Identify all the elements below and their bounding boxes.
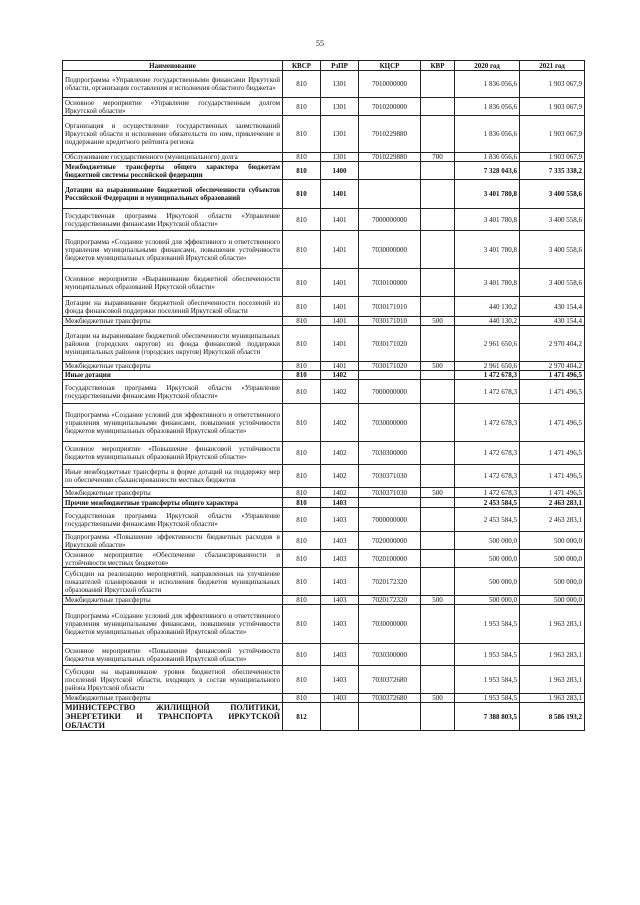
table-row (63, 180, 585, 209)
row-kvr (421, 442, 455, 465)
row-kcsr: 7030000000 (359, 605, 421, 644)
row-kvsr: 810 (283, 116, 321, 153)
row-value-2020: 1 472 678,3 (455, 465, 520, 488)
table-row (63, 550, 585, 568)
row-name: Обслуживание государственного (муниципального) долга (63, 153, 283, 162)
row-rzpr: 1403 (321, 550, 359, 568)
header-2020: 2020 год (455, 61, 520, 71)
row-name: Межбюджетные трансферты (63, 596, 283, 605)
row-kcsr (359, 371, 421, 380)
row-kvsr: 810 (283, 380, 321, 404)
row-value-2021: 430 154,4 (520, 317, 585, 326)
row-value-2021: 1 903 067,9 (520, 98, 585, 116)
row-name: Субсидии на выравнивание уровня бюджетной обеспеченности поселений Иркутской области, входящих в состав муниципального района Иркутской области (63, 666, 283, 694)
row-kvsr: 810 (283, 666, 321, 694)
row-value-2021: 1 963 283,1 (520, 644, 585, 666)
header-2021: 2021 год (520, 61, 585, 71)
row-rzpr: 1301 (321, 116, 359, 153)
row-kvsr: 812 (283, 703, 321, 731)
row-kvr (421, 508, 455, 532)
row-kvsr: 810 (283, 644, 321, 666)
row-rzpr: 1403 (321, 596, 359, 605)
row-kvsr: 810 (283, 442, 321, 465)
row-value-2021: 1 903 067,9 (520, 116, 585, 153)
table-row (63, 326, 585, 362)
row-kvsr: 810 (283, 180, 321, 209)
row-value-2021: 1 471 496,5 (520, 488, 585, 498)
table-body (63, 71, 585, 731)
row-kvr (421, 180, 455, 209)
row-value-2021: 1 471 496,5 (520, 371, 585, 380)
row-value-2020: 1 953 584,5 (455, 644, 520, 666)
row-kvsr: 810 (283, 362, 321, 371)
header-kvr: КВР (421, 61, 455, 71)
row-kcsr: 7030371030 (359, 488, 421, 498)
row-rzpr: 1401 (321, 180, 359, 209)
row-value-2020: 7 388 803,5 (455, 703, 520, 731)
row-value-2020: 1 953 584,5 (455, 666, 520, 694)
row-name: Государственная программа Иркутской области «Управление государственными финансами Иркутской области» (63, 209, 283, 231)
table-row (63, 498, 585, 508)
row-name: Подпрограмма «Создание условий для эффективного и ответственного управления муниципальными финансами, повышения устойчивости бюджетов муниципальных образований Иркутской области» (63, 404, 283, 442)
row-value-2021: 500 000,0 (520, 596, 585, 605)
row-rzpr: 1301 (321, 71, 359, 98)
row-rzpr: 1402 (321, 465, 359, 488)
row-name: Подпрограмма «Повышение эффективности бюджетных расходов в Иркутской области» (63, 532, 283, 550)
row-value-2020: 440 130,2 (455, 317, 520, 326)
table-row (63, 605, 585, 644)
row-value-2020: 1 472 678,3 (455, 380, 520, 404)
row-value-2020: 3 401 780,8 (455, 209, 520, 231)
table-header-row (63, 61, 585, 71)
row-kvsr: 810 (283, 162, 321, 180)
row-value-2021: 3 400 558,6 (520, 180, 585, 209)
row-value-2021: 430 154,4 (520, 297, 585, 317)
row-kvr (421, 231, 455, 269)
row-value-2020: 3 401 780,8 (455, 180, 520, 209)
row-kvsr: 810 (283, 297, 321, 317)
row-kcsr: 7030171010 (359, 297, 421, 317)
table-row (63, 568, 585, 596)
row-kvr (421, 498, 455, 508)
table-row (63, 371, 585, 380)
row-kvr (421, 326, 455, 362)
row-rzpr: 1401 (321, 269, 359, 297)
row-rzpr: 1401 (321, 326, 359, 362)
row-kvr (421, 532, 455, 550)
row-kcsr: 7020172320 (359, 568, 421, 596)
table-row (63, 508, 585, 532)
row-kcsr: 7000000000 (359, 508, 421, 532)
row-kvr (421, 116, 455, 153)
row-kvsr: 810 (283, 269, 321, 297)
row-name: МИНИСТЕРСТВО ЖИЛИЩНОЙ ПОЛИТИКИ, ЭНЕРГЕТИКИ И ТРАНСПОРТА ИРКУТСКОЙ ОБЛАСТИ (63, 703, 283, 731)
row-kvsr: 810 (283, 153, 321, 162)
row-name: Основное мероприятие «Выравнивание бюджетной обеспеченности муниципальных образований Иркутской области» (63, 269, 283, 297)
row-rzpr: 1402 (321, 442, 359, 465)
row-kcsr: 7030372680 (359, 694, 421, 703)
row-kvr (421, 666, 455, 694)
row-value-2021: 2 463 283,1 (520, 508, 585, 532)
row-name: Иные межбюджетные трансферты в форме дотаций на поддержку мер по обеспечению сбалансированности местных бюджетов (63, 465, 283, 488)
table-row (63, 644, 585, 666)
row-value-2020: 1 836 056,6 (455, 153, 520, 162)
row-value-2021: 3 400 558,6 (520, 209, 585, 231)
row-value-2020: 7 328 043,6 (455, 162, 520, 180)
row-name: Государственная программа Иркутской области «Управление государственными финансами Иркутской области» (63, 508, 283, 532)
row-rzpr: 1401 (321, 297, 359, 317)
row-kvr (421, 380, 455, 404)
budget-table (62, 60, 585, 731)
row-kvr (421, 465, 455, 488)
row-kvsr: 810 (283, 404, 321, 442)
row-kvsr: 810 (283, 465, 321, 488)
row-kcsr: 7030300000 (359, 442, 421, 465)
row-rzpr: 1402 (321, 371, 359, 380)
row-value-2021: 1 471 496,5 (520, 442, 585, 465)
row-kcsr: 7010229880 (359, 116, 421, 153)
row-value-2021: 500 000,0 (520, 532, 585, 550)
row-kvr (421, 269, 455, 297)
row-value-2020: 2 453 584,5 (455, 498, 520, 508)
row-value-2021: 8 586 193,2 (520, 703, 585, 731)
row-name: Организация и осуществление государственных заимствований Иркутской области и исполнение обязательств по ним, привлечение и поддержание кредитного рейтинга региона (63, 116, 283, 153)
row-value-2021: 500 000,0 (520, 550, 585, 568)
table-row (63, 694, 585, 703)
row-name: Дотации на выравнивание бюджетной обеспеченности поселений из фонда финансовой поддержки поселений Иркутской области (63, 297, 283, 317)
row-value-2021: 1 903 067,9 (520, 71, 585, 98)
row-kvsr: 810 (283, 508, 321, 532)
row-kvr (421, 297, 455, 317)
row-value-2020: 500 000,0 (455, 568, 520, 596)
row-value-2021: 1 471 496,5 (520, 380, 585, 404)
table-row (63, 269, 585, 297)
row-name: Дотации на выравнивание бюджетной обеспеченности муниципальных районов (городских округов) из фонда финансовой поддержки муниципальных районов (городских округов) Иркутской области (63, 326, 283, 362)
row-rzpr: 1401 (321, 362, 359, 371)
row-value-2020: 2 453 584,5 (455, 508, 520, 532)
row-kvr: 500 (421, 694, 455, 703)
row-kvr (421, 71, 455, 98)
row-rzpr: 1301 (321, 153, 359, 162)
row-kcsr (359, 180, 421, 209)
row-kcsr: 7030171010 (359, 317, 421, 326)
row-name: Государственная программа Иркутской области «Управление государственными финансами Иркутской области» (63, 380, 283, 404)
table-row (63, 465, 585, 488)
row-value-2020: 2 961 650,6 (455, 362, 520, 371)
row-value-2021: 1 903 067,9 (520, 153, 585, 162)
row-value-2020: 1 836 056,6 (455, 98, 520, 116)
row-value-2020: 1 472 678,3 (455, 442, 520, 465)
row-kvr (421, 550, 455, 568)
row-rzpr: 1400 (321, 162, 359, 180)
table-row (63, 153, 585, 162)
row-kcsr: 7030171020 (359, 362, 421, 371)
row-name: Межбюджетные трансферты (63, 362, 283, 371)
table-row (63, 596, 585, 605)
row-value-2020: 3 401 780,8 (455, 231, 520, 269)
row-name: Подпрограмма «Управление государственными финансами Иркутской области, организация составления и исполнения областного бюджета» (63, 71, 283, 98)
row-kvr (421, 703, 455, 731)
row-name: Межбюджетные трансферты (63, 317, 283, 326)
table-row (63, 488, 585, 498)
row-kcsr: 7010000000 (359, 71, 421, 98)
row-rzpr: 1403 (321, 532, 359, 550)
row-kvsr: 810 (283, 694, 321, 703)
row-kvr (421, 568, 455, 596)
row-name: Прочие межбюджетные трансферты общего характера (63, 498, 283, 508)
row-value-2020: 3 401 780,8 (455, 269, 520, 297)
table-row (63, 380, 585, 404)
row-kvr (421, 644, 455, 666)
row-kcsr: 7000000000 (359, 380, 421, 404)
row-kcsr: 7030372680 (359, 666, 421, 694)
row-kcsr: 7010229880 (359, 153, 421, 162)
header-rzpr: РзПР (321, 61, 359, 71)
row-rzpr: 1403 (321, 694, 359, 703)
row-value-2021: 2 970 404,2 (520, 362, 585, 371)
row-value-2020: 440 130,2 (455, 297, 520, 317)
table-row (63, 98, 585, 116)
row-value-2021: 500 000,0 (520, 568, 585, 596)
row-kvsr: 810 (283, 550, 321, 568)
row-kvr (421, 98, 455, 116)
row-rzpr: 1403 (321, 666, 359, 694)
row-kvsr: 810 (283, 317, 321, 326)
row-value-2021: 3 400 558,6 (520, 269, 585, 297)
table-row (63, 703, 585, 731)
page-number: 55 (316, 39, 324, 48)
row-name: Подпрограмма «Создание условий для эффективного и ответственного управления муниципальными финансами, повышения устойчивости бюджетов муниципальных образований Иркутской области» (63, 231, 283, 269)
table-row (63, 362, 585, 371)
row-name: Межбюджетные трансферты (63, 694, 283, 703)
row-kvr: 700 (421, 153, 455, 162)
table-row (63, 317, 585, 326)
row-kcsr: 7030300000 (359, 644, 421, 666)
row-kvr: 500 (421, 317, 455, 326)
row-kvr (421, 371, 455, 380)
row-kcsr: 7030000000 (359, 404, 421, 442)
row-value-2020: 1 836 056,6 (455, 71, 520, 98)
row-kcsr: 7020172320 (359, 596, 421, 605)
table-row (63, 666, 585, 694)
row-kvsr: 810 (283, 532, 321, 550)
row-kvsr: 810 (283, 326, 321, 362)
row-value-2020: 500 000,0 (455, 550, 520, 568)
row-kvsr: 810 (283, 71, 321, 98)
row-kvsr: 810 (283, 209, 321, 231)
table-row (63, 209, 585, 231)
row-value-2021: 3 400 558,6 (520, 231, 585, 269)
row-kcsr: 7030100000 (359, 269, 421, 297)
table-row (63, 297, 585, 317)
row-name: Основное мероприятие «Обеспечение сбалансированности и устойчивости местных бюджетов» (63, 550, 283, 568)
row-rzpr: 1403 (321, 644, 359, 666)
table-row (63, 404, 585, 442)
row-value-2021: 2 970 404,2 (520, 326, 585, 362)
row-kcsr: 7030171020 (359, 326, 421, 362)
row-value-2020: 1 836 056,6 (455, 116, 520, 153)
table-row (63, 442, 585, 465)
header-name: Наименование (63, 61, 283, 71)
row-rzpr: 1301 (321, 98, 359, 116)
row-value-2021: 7 335 338,2 (520, 162, 585, 180)
row-value-2020: 2 961 650,6 (455, 326, 520, 362)
row-kcsr: 7010200000 (359, 98, 421, 116)
table-row (63, 71, 585, 98)
row-kvr (421, 404, 455, 442)
row-value-2021: 1 963 283,1 (520, 666, 585, 694)
row-rzpr: 1403 (321, 568, 359, 596)
row-value-2020: 500 000,0 (455, 596, 520, 605)
table-row (63, 231, 585, 269)
row-name: Межбюджетные трансферты (63, 488, 283, 498)
row-value-2020: 1 472 678,3 (455, 404, 520, 442)
row-value-2021: 2 463 283,1 (520, 498, 585, 508)
row-kvsr: 810 (283, 98, 321, 116)
row-name: Дотации на выравнивание бюджетной обеспеченности субъектов Российской Федерации и муниципальных образований (63, 180, 283, 209)
row-kcsr: 7020000000 (359, 532, 421, 550)
row-value-2021: 1 963 283,1 (520, 605, 585, 644)
row-kvr (421, 605, 455, 644)
row-value-2021: 1 471 496,5 (520, 465, 585, 488)
row-value-2020: 1 953 584,5 (455, 605, 520, 644)
row-value-2020: 1 472 678,3 (455, 488, 520, 498)
row-kvr: 500 (421, 488, 455, 498)
row-name: Субсидии на реализацию мероприятий, направленных на улучшение показателей планирования и исполнения бюджетов муниципальных образований Иркутской области (63, 568, 283, 596)
row-rzpr: 1402 (321, 404, 359, 442)
row-name: Иные дотации (63, 371, 283, 380)
table-row (63, 116, 585, 153)
row-kcsr: 7000000000 (359, 209, 421, 231)
row-kcsr (359, 498, 421, 508)
row-kvr: 500 (421, 596, 455, 605)
row-rzpr: 1401 (321, 209, 359, 231)
row-value-2020: 1 953 584,5 (455, 694, 520, 703)
row-kcsr: 7030000000 (359, 231, 421, 269)
header-kcsr: КЦСР (359, 61, 421, 71)
row-value-2020: 500 000,0 (455, 532, 520, 550)
row-rzpr: 1402 (321, 380, 359, 404)
row-value-2020: 1 472 678,3 (455, 371, 520, 380)
header-kvsr: КВСР (283, 61, 321, 71)
row-kvsr: 810 (283, 231, 321, 269)
row-name: Подпрограмма «Создание условий для эффективного и ответственного управления муниципальными финансами, повышения устойчивости бюджетов муниципальных образований Иркутской области» (63, 605, 283, 644)
row-rzpr: 1403 (321, 498, 359, 508)
row-kvr (421, 162, 455, 180)
table-row (63, 532, 585, 550)
row-rzpr: 1401 (321, 317, 359, 326)
row-kvsr: 810 (283, 498, 321, 508)
row-rzpr: 1403 (321, 605, 359, 644)
row-kcsr (359, 162, 421, 180)
row-kvsr: 810 (283, 605, 321, 644)
row-name: Основное мероприятие «Повышение финансовой устойчивости бюджетов муниципальных образований Иркутской области» (63, 442, 283, 465)
row-rzpr: 1403 (321, 508, 359, 532)
row-kcsr (359, 703, 421, 731)
table-row (63, 162, 585, 180)
row-name: Межбюджетные трансферты общего характера бюджетам бюджетной системы российской федерации (63, 162, 283, 180)
row-rzpr: 1402 (321, 488, 359, 498)
row-kvsr: 810 (283, 371, 321, 380)
row-value-2021: 1 963 283,1 (520, 694, 585, 703)
row-name: Основное мероприятие «Управление государственным долгом Иркутской области» (63, 98, 283, 116)
row-name: Основное мероприятие «Повышение финансовой устойчивости бюджетов муниципальных образований Иркутской области» (63, 644, 283, 666)
row-kvsr: 810 (283, 596, 321, 605)
row-kvsr: 810 (283, 568, 321, 596)
row-kvr: 500 (421, 362, 455, 371)
row-kvsr: 810 (283, 488, 321, 498)
row-kcsr: 7020100000 (359, 550, 421, 568)
row-rzpr: 1401 (321, 231, 359, 269)
row-value-2021: 1 471 496,5 (520, 404, 585, 442)
row-kvr (421, 209, 455, 231)
row-rzpr (321, 703, 359, 731)
row-kcsr: 7030371030 (359, 465, 421, 488)
